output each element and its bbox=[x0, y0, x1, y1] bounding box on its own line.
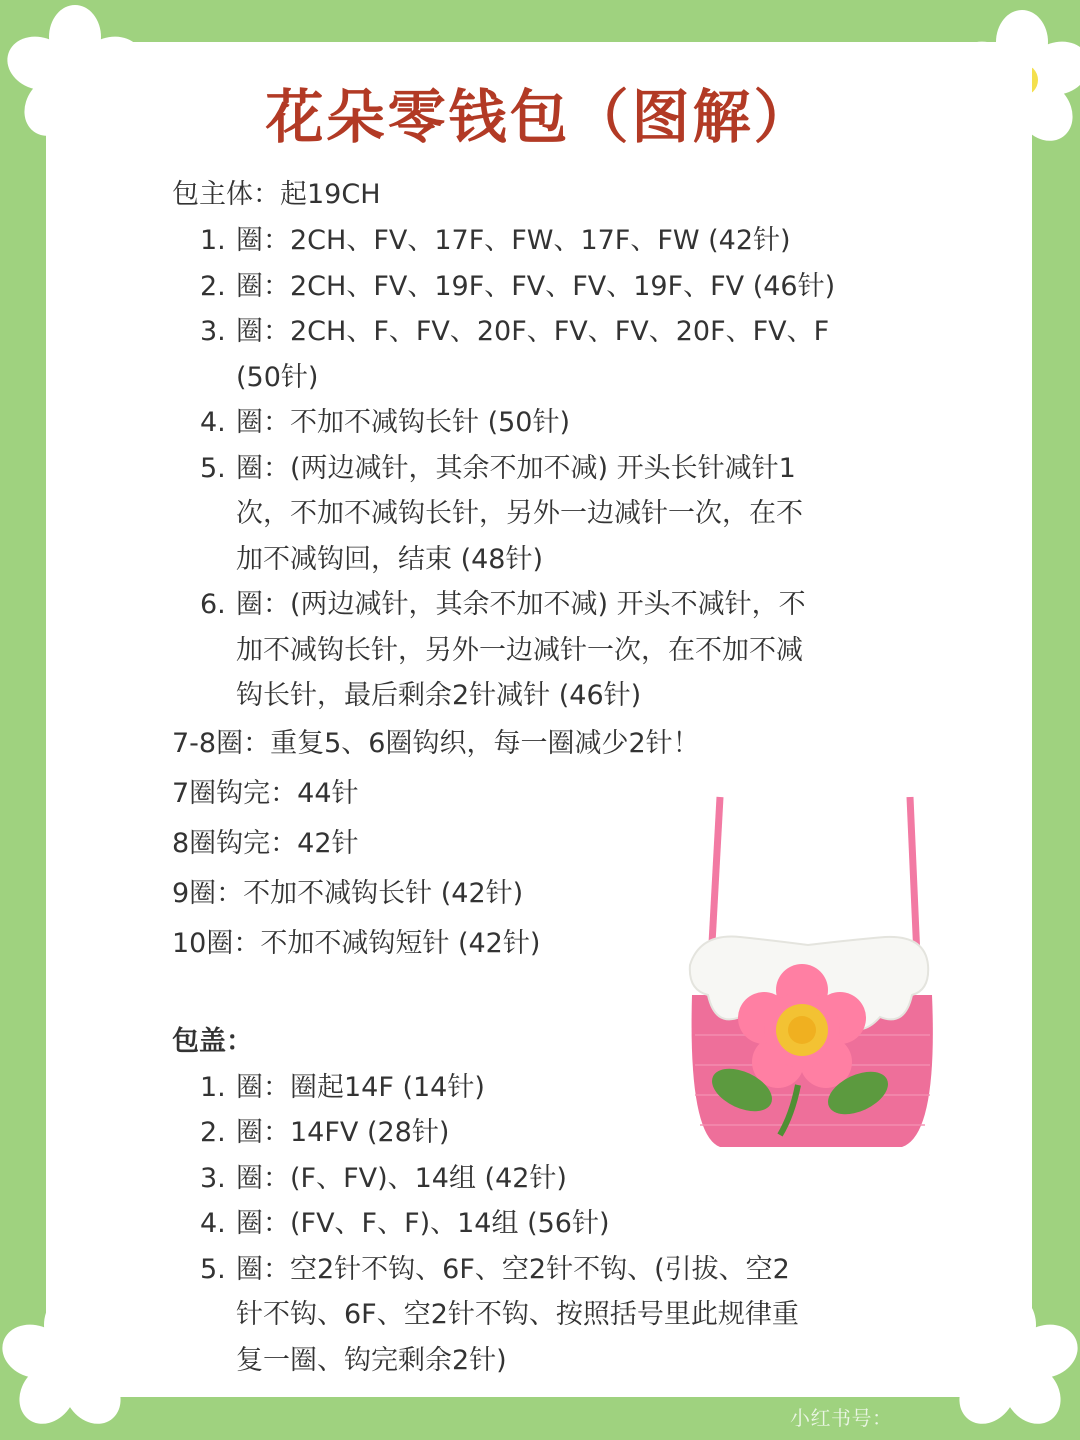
page-title: 花朵零钱包（图解） bbox=[265, 83, 815, 151]
step-text bbox=[236, 218, 912, 264]
step-number: 5. bbox=[200, 1253, 226, 1285]
note-line: 8圈钩完：42针 bbox=[172, 827, 359, 859]
step-item bbox=[172, 1201, 912, 1247]
step-number: 1. bbox=[200, 225, 226, 256]
pattern-content bbox=[172, 172, 912, 1383]
step-text bbox=[236, 264, 912, 310]
step-line: 圈：14FV (28针) bbox=[236, 1117, 450, 1148]
note-line: 7-8圈：重复5、6圈钩织，每一圈减少2针！ bbox=[172, 727, 700, 759]
step-line: 圈：不加不减钩长针 (50针) bbox=[236, 407, 571, 438]
step-text bbox=[236, 582, 912, 719]
step-number: 1. bbox=[200, 1071, 226, 1103]
step-line: 钩长针，最后剩余2针减针 (46针) bbox=[236, 680, 642, 711]
step-line: 圈：空2针不钩、6F、空2针不钩、(引拔、空2 bbox=[236, 1253, 790, 1285]
step-number: 4. bbox=[200, 1208, 226, 1239]
step-line: 圈：(两边减针，其余不加不减) 开头长针减针1 bbox=[236, 452, 796, 484]
note-line: 10圈：不加不减钩短针 (42针) bbox=[172, 927, 541, 959]
lid-section-heading: 包盖： bbox=[172, 1025, 253, 1057]
step-number: 5. bbox=[200, 452, 226, 484]
step-line: 次，不加不减钩长针，另外一边减针一次，在不 bbox=[236, 498, 803, 529]
step-number: 4. bbox=[200, 407, 226, 438]
step-text bbox=[236, 309, 912, 400]
note-line: 9圈：不加不减钩长针 (42针) bbox=[172, 877, 524, 909]
step-line: 圈：2CH、FV、17F、FW、17F、FW (42针) bbox=[236, 225, 791, 256]
step-number: 3. bbox=[200, 316, 226, 347]
step-line: 圈：(FV、F、F)、14组 (56针) bbox=[236, 1208, 610, 1239]
step-line: 加不减钩回，结束 (48针) bbox=[236, 543, 544, 575]
watermark-text: 小红书号： bbox=[790, 1406, 893, 1430]
step-text bbox=[236, 1201, 912, 1247]
step-number: 2. bbox=[200, 270, 226, 302]
step-number: 2. bbox=[200, 1117, 226, 1148]
step-line: 圈：2CH、FV、19F、FV、FV、19F、FV (46针) bbox=[236, 270, 836, 302]
step-item bbox=[172, 309, 912, 400]
step-item bbox=[172, 582, 912, 719]
note-line: 7圈钩完：44针 bbox=[172, 777, 359, 809]
crochet-bag-photo bbox=[680, 795, 936, 1157]
step-line: 圈：(两边减针，其余不加不减) 开头不减针，不 bbox=[236, 589, 806, 620]
step-line: 圈：圈起14F (14针) bbox=[236, 1071, 485, 1103]
step-line: 针不钩、6F、空2针不钩、按照括号里此规律重 bbox=[236, 1299, 799, 1330]
step-line: 圈：2CH、F、FV、20F、FV、FV、20F、FV、F bbox=[236, 316, 830, 347]
step-item bbox=[172, 1247, 912, 1384]
step-item bbox=[172, 446, 912, 583]
step-item bbox=[172, 264, 912, 310]
body-steps-list bbox=[172, 218, 912, 719]
step-number: 6. bbox=[200, 589, 226, 620]
step-text bbox=[236, 1156, 912, 1202]
step-line: (50针) bbox=[236, 361, 319, 393]
step-line: 圈：(F、FV)、14组 (42针) bbox=[236, 1162, 567, 1194]
step-line: 加不减钩长针，另外一边减针一次，在不加不减 bbox=[236, 634, 803, 666]
step-text bbox=[236, 1247, 912, 1384]
step-text bbox=[236, 446, 912, 583]
body-section-heading: 包主体：起19CH bbox=[172, 179, 381, 210]
step-item bbox=[172, 400, 912, 446]
step-item bbox=[172, 218, 912, 264]
step-line: 复一圈、钩完剩余2针) bbox=[236, 1344, 507, 1376]
step-item bbox=[172, 1156, 912, 1202]
step-text bbox=[236, 400, 912, 446]
step-number: 3. bbox=[200, 1162, 226, 1194]
